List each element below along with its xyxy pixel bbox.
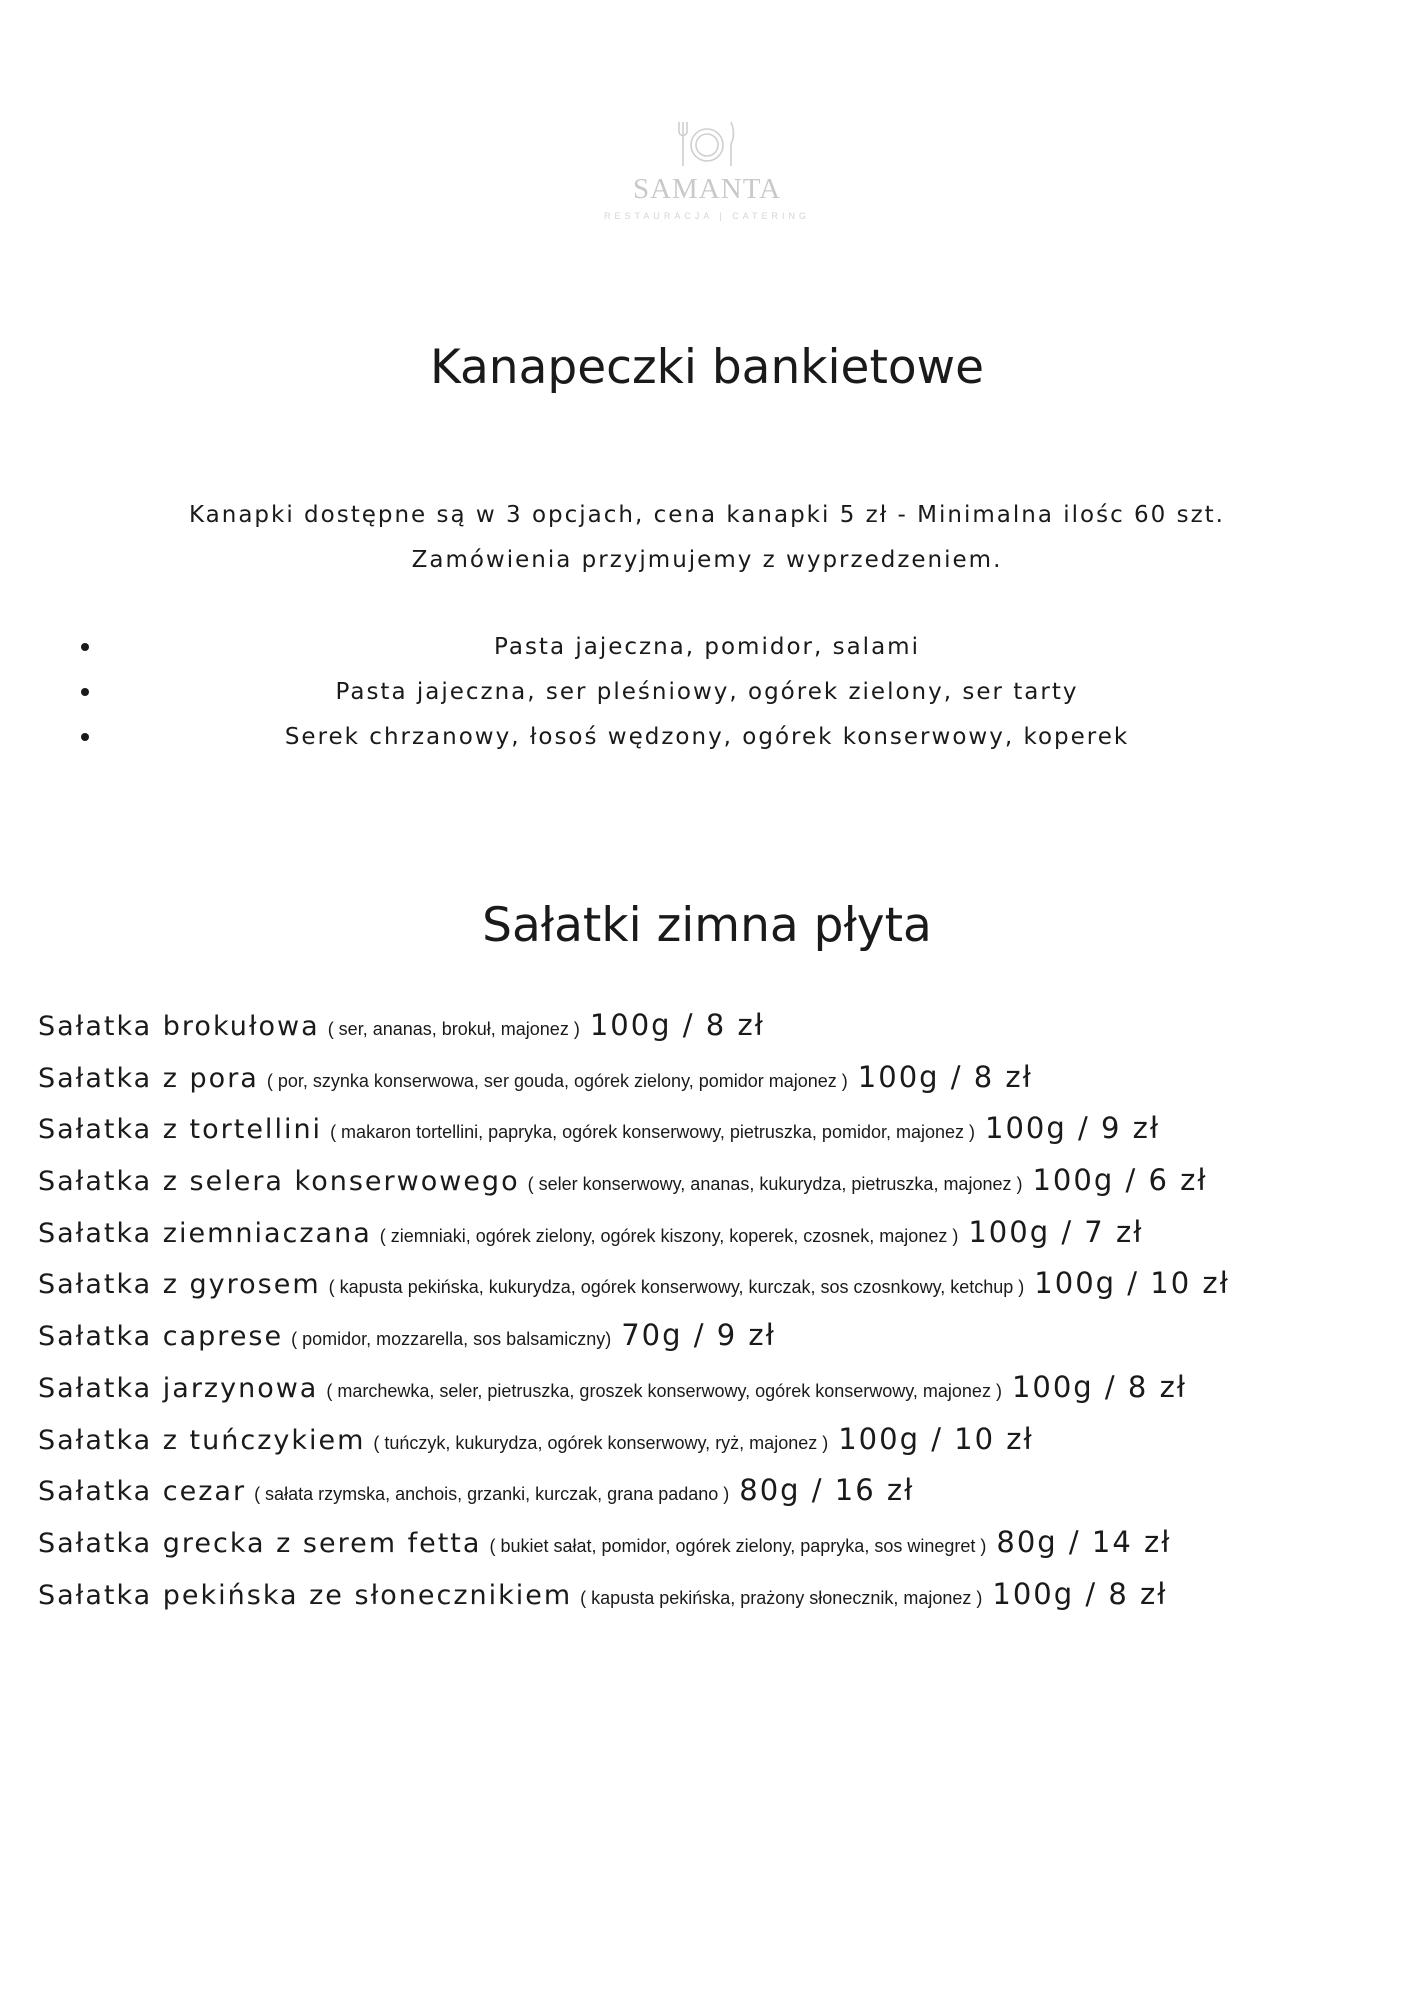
salad-item [38, 1574, 1388, 1626]
salad-ingredients: ( pomidor, mozzarella, sos balsamiczny) [291, 1329, 612, 1350]
logo-name: SAMANTA [632, 173, 782, 205]
salad-ingredients: ( kapusta pekińska, kukurydza, ogórek konserwowy, kurczak, sos czosnkowy, ketchup ) [328, 1277, 1025, 1298]
salad-name: Sałatka brokułowa [38, 1011, 320, 1042]
salad-ingredients: ( makaron tortellini, papryka, ogórek konserwowy, pietruszka, pomidor, majonez ) [330, 1122, 976, 1143]
bullet-dot-icon [81, 643, 89, 651]
salad-price: 100g / 10 zł [1034, 1266, 1230, 1301]
salad-item [38, 1470, 1388, 1522]
salad-name: Sałatka z tortellini [38, 1114, 323, 1146]
salad-price: 100g / 9 zł [985, 1111, 1161, 1146]
salad-name: Sałatka ziemniaczana [38, 1217, 372, 1249]
salad-name: Sałatka z pora [38, 1062, 259, 1094]
salad-ingredients: ( seler konserwowy, ananas, kukurydza, pietruszka, majonez ) [527, 1174, 1023, 1195]
salad-price: 100g / 10 zł [838, 1421, 1034, 1456]
salad-price: 80g / 14 zł [996, 1524, 1172, 1559]
salad-item [38, 1005, 1388, 1057]
logo [0, 118, 1414, 222]
canape-option-text: Pasta jajeczna, pomidor, salami [494, 634, 920, 660]
salad-ingredients: ( ser, ananas, brokuł, majonez ) [327, 1019, 580, 1039]
salad-ingredients: ( tuńczyk, kukurydza, ogórek konserwowy, ryż, majonez ) [373, 1432, 829, 1453]
canapes-intro-line-1: Kanapki dostępne są w 3 opcjach, cena kanapki 5 zł - Minimalna ilośc 60 szt. [188, 502, 1225, 528]
salad-name: Sałatka cezar [38, 1476, 247, 1508]
bullet-dot-icon [81, 733, 89, 741]
section-title-salads: Sałatki zimna płyta [482, 898, 932, 953]
salad-name: Sałatka z tuńczykiem [38, 1424, 366, 1456]
salads-list [38, 1005, 1388, 1625]
salad-item [38, 1315, 1388, 1367]
salad-item [38, 1367, 1388, 1419]
salad-name: Sałatka grecka z serem fetta [38, 1527, 482, 1559]
canape-option-text: Serek chrzanowy, łosoś wędzony, ogórek konserwowy, koperek [284, 724, 1130, 750]
salad-name: Sałatka z gyrosem [38, 1269, 321, 1301]
canape-option [0, 722, 1414, 767]
salad-name: Sałatka caprese [38, 1321, 284, 1353]
salad-name: Sałatka jarzynowa [38, 1372, 319, 1404]
salad-price: 80g / 16 zł [739, 1473, 915, 1508]
salad-item [38, 1057, 1388, 1109]
salad-price: 100g / 8 zł [857, 1059, 1033, 1094]
salad-name: Sałatka z selera konserwowego [38, 1166, 520, 1198]
salad-item [38, 1419, 1388, 1471]
salad-item [38, 1108, 1388, 1160]
salad-price: 100g / 8 zł [1011, 1369, 1188, 1404]
salad-item [38, 1522, 1388, 1574]
salad-price: 70g / 9 zł [621, 1318, 776, 1353]
salad-ingredients: ( ziemniaki, ogórek zielony, ogórek kiszony, koperek, czosnek, majonez ) [379, 1225, 959, 1246]
salad-price: 100g / 7 zł [968, 1214, 1144, 1249]
salad-price: 100g / 6 zł [1032, 1163, 1208, 1198]
salad-name: Sałatka pekińska ze słonecznikiem [38, 1579, 573, 1611]
canape-option [0, 677, 1414, 722]
salad-ingredients: ( kapusta pekińska, prażony słonecznik, majonez ) [580, 1587, 983, 1608]
cutlery-plate-icon [677, 118, 737, 170]
salad-item [38, 1160, 1388, 1212]
salad-price: 100g / 8 zł [992, 1576, 1168, 1611]
salad-item [38, 1263, 1388, 1315]
canape-option-text: Pasta jajeczna, ser pleśniowy, ogórek zielony, ser tarty [335, 679, 1079, 705]
salad-price: 100g / 8 zł [589, 1008, 765, 1042]
canapes-options-list [0, 632, 1414, 767]
salad-ingredients: ( sałata rzymska, anchois, grzanki, kurczak, grana padano ) [254, 1484, 730, 1505]
logo-tagline: RESTAURACJA | CATERING [603, 211, 811, 221]
salad-ingredients: ( por, szynka konserwowa, ser gouda, ogórek zielony, pomidor majonez ) [266, 1070, 848, 1091]
bullet-dot-icon [81, 688, 89, 696]
section-title-canapes: Kanapeczki bankietowe [429, 340, 985, 395]
salad-ingredients: ( marchewka, seler, pietruszka, groszek konserwowy, ogórek konserwowy, majonez ) [326, 1380, 1002, 1401]
canapes-intro-line-2: Zamówienia przyjmujemy z wyprzedzeniem. [411, 547, 1003, 573]
salad-item [38, 1212, 1388, 1264]
salad-ingredients: ( bukiet sałat, pomidor, ogórek zielony, papryka, sos winegret ) [489, 1535, 987, 1556]
canape-option [0, 632, 1414, 677]
